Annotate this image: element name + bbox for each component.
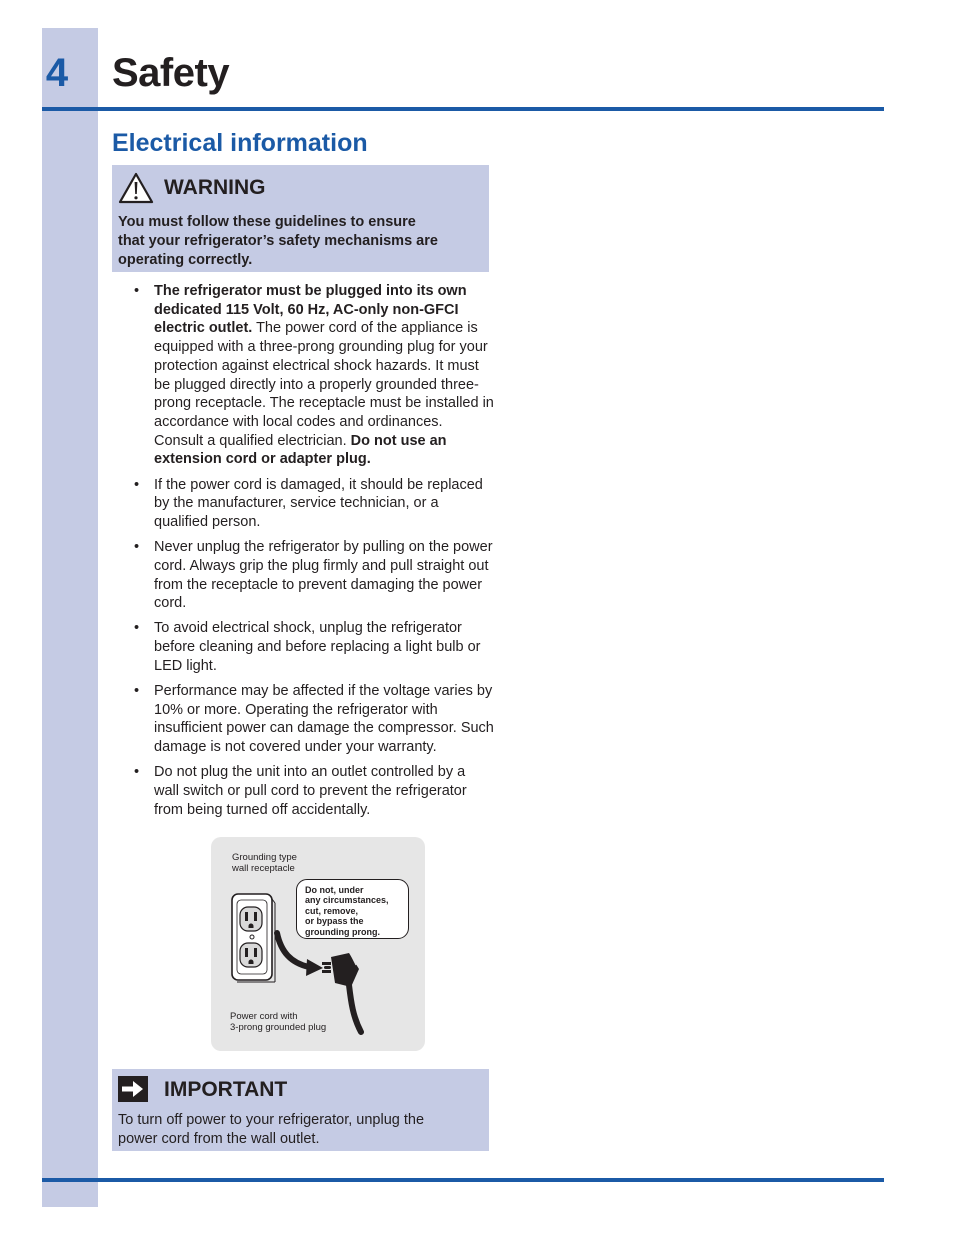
callout-line: grounding prong.: [305, 926, 380, 937]
important-line: To turn off power to your refrigerator, unplug the: [118, 1112, 425, 1128]
callout-line: cut, remove,: [305, 905, 359, 916]
receptacle-label: [232, 853, 297, 874]
callout-line: any circumstances,: [305, 895, 389, 906]
callout-text: [305, 885, 389, 937]
list-item: • Performance may be affected if the voltage varies by 10% or more. Operating the refrigerator with insufficient power can damage the compressor. Such damage is not covered under your warranty.: [132, 682, 494, 757]
section-heading: Electrical information: [112, 129, 368, 157]
warning-line: operating correctly.: [118, 252, 253, 268]
list-item: • To avoid electrical shock, unplug the refrigerator before cleaning and before replacing a light bulb or LED light.: [132, 619, 494, 675]
important-line: power cord from the wall outlet.: [118, 1131, 320, 1147]
list-item: • If the power cord is damaged, it should be replaced by the manufacturer, service technician, or a qualified person.: [132, 476, 494, 532]
list-item: • Do not plug the unit into an outlet controlled by a wall switch or pull cord to prevent the refrigerator from being turned off accidentally.: [132, 763, 494, 819]
warning-title: WARNING: [164, 176, 266, 199]
bullet-bold-end: Do not use an extension cord or adapter plug.: [154, 432, 447, 468]
list-item: [132, 282, 494, 469]
page-number: 4: [45, 51, 69, 95]
warning-text: [118, 213, 478, 270]
warning-line: that your refrigerator’s safety mechanisms are: [118, 233, 438, 249]
important-text: [118, 1111, 478, 1149]
wall-receptacle-icon: [232, 894, 275, 982]
callout-line: Do not, under: [305, 885, 364, 895]
curved-arrow-icon: [277, 933, 323, 976]
bullet-text: The power cord of the appliance is equipped with a three-prong grounding plug for your protection against electrical shock hazards. It must be plugged directly into a properly grounded three-prong receptacle. The receptacle must be installed in accordance with local codes and ordinances. Consult a qualified electrician.: [154, 320, 494, 449]
plug-label-line: 3-prong grounded plug: [230, 1021, 327, 1033]
receptacle-label-line: wall receptacle: [232, 862, 295, 874]
callout-line: or bypass the: [305, 916, 364, 927]
three-prong-plug-icon: [322, 953, 361, 1032]
header-rule: [42, 107, 884, 111]
plug-label: [230, 1012, 326, 1033]
warning-triangle-icon: [118, 172, 154, 209]
grounding-plug-figure: [211, 837, 425, 1051]
guideline-list: [132, 282, 494, 826]
warning-line: You must follow these guidelines to ensure: [118, 214, 416, 230]
receptacle-label-line: Grounding type: [232, 852, 297, 863]
grounding-prong-callout: [296, 879, 409, 939]
list-item: • Never unplug the refrigerator by pulling on the power cord. Always grip the plug firmly and pull straight out from the receptacle to prevent damaging the power cord.: [132, 538, 494, 613]
bullet-bold-lead: The refrigerator must be plugged into its own dedicated 115 Volt, 60 Hz, AC-only non-GFCI electric outlet.: [154, 283, 467, 337]
important-title: IMPORTANT: [164, 1078, 288, 1101]
plug-label-line: Power cord with: [230, 1011, 298, 1022]
important-box: [112, 1069, 489, 1151]
warning-box: [112, 165, 489, 272]
footer-rule: [42, 1178, 884, 1182]
arrow-right-icon: [118, 1076, 148, 1107]
side-band: [42, 28, 98, 1207]
page-title: Safety: [112, 51, 230, 95]
